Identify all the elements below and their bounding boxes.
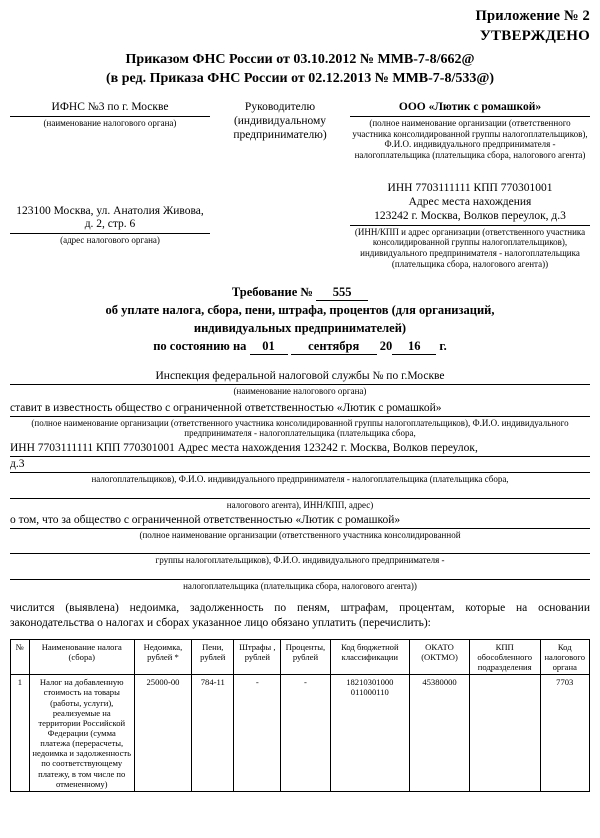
col-header-shtrafy: Штрафы , рублей bbox=[234, 639, 281, 674]
requirement-date-month: сентября bbox=[291, 339, 377, 355]
col-header-procenty: Проценты, рублей bbox=[281, 639, 330, 674]
col-header-peni: Пени, рублей bbox=[192, 639, 234, 674]
tax-authority-address-line-2: д. 2, стр. 6 bbox=[10, 218, 210, 234]
organization-address-label: Адрес места нахождения bbox=[408, 196, 532, 209]
cell-kpp bbox=[469, 675, 540, 792]
blank-line-1 bbox=[10, 485, 590, 499]
about-caption-2: (полное наименование организации (ответственного участника консолидированной bbox=[139, 530, 461, 540]
tax-authority-name-caption: (наименование налогового органа) bbox=[43, 117, 177, 128]
table-header-row bbox=[11, 639, 590, 674]
details-line-1: ИНН 7703111111 КПП 770301001 Адрес места нахождения 123242 г. Москва, Волков переулок, bbox=[10, 441, 590, 457]
inspection-line: Инспекция федеральной налоговой службы № по г.Москве bbox=[10, 369, 590, 385]
requirement-date-year-prefix: 20 bbox=[379, 338, 393, 353]
cell-peni: 784-11 bbox=[192, 675, 234, 792]
requirement-subtitle-line-2: индивидуальных предпринимателей) bbox=[193, 320, 407, 335]
order-line-2: (в ред. Приказа ФНС России от 02.12.2013 № ММВ-7-8/533@) bbox=[105, 71, 495, 87]
table-row bbox=[11, 675, 590, 792]
about-caption-4: налогоплательщика (плательщика сбора, налогового агента)) bbox=[183, 580, 417, 591]
organization-address-caption: (ИНН/КПП и адрес организации (ответственного участника консолидированной группы налогоплательщиков), индивидуального предпринимателя - налогоплательщика (плательщика сбора, налогового агента)) bbox=[354, 226, 586, 269]
notify-line: ставит в известность общество с ограниченной ответственностью «Лютик с ромашкой» bbox=[10, 401, 590, 417]
cell-no: 1 bbox=[11, 675, 30, 792]
col-header-kod-no: Код налогового органа bbox=[540, 639, 590, 674]
addressee-line-1: Руководителю bbox=[244, 101, 316, 114]
addressee-line-3: предпринимателю) bbox=[233, 128, 327, 141]
requirement-number: 555 bbox=[316, 285, 368, 301]
notify-caption: (полное наименование организации (ответственного участника консолидированной группы налогоплательщиков), Ф.И.О. индивидуального предпринимателя - налогоплательщика (плательщика сбора, bbox=[31, 417, 569, 438]
tax-authority-address-line-1: 123100 Москва, ул. Анатолия Живова, bbox=[16, 204, 204, 217]
details-caption-1: налогоплательщиков), Ф.И.О. индивидуального предпринимателя - налогоплательщика (плательщика сбора, bbox=[91, 474, 509, 485]
col-header-kbk: Код бюджетной классификации bbox=[330, 639, 410, 674]
requirement-date-day: 01 bbox=[250, 339, 288, 355]
cell-shtrafy: - bbox=[234, 675, 281, 792]
cell-name: Налог на добавленную стоимость на товары (работы, услуги), реализуемые на территории Российской Федерации (сумма платежа (перерасчеты, недоимка и задолженность по соответствующему платежу, в том числе по отмененному) bbox=[29, 675, 134, 792]
organization-inn-kpp: ИНН 7703111111 КПП 770301001 bbox=[387, 182, 553, 195]
requirement-date-prefix: по состоянию на bbox=[153, 338, 247, 353]
tax-authority-name: ИФНС №3 по г. Москве bbox=[10, 101, 210, 117]
cell-okato: 45380000 bbox=[410, 675, 470, 792]
parties-block bbox=[10, 101, 590, 269]
details-line-2: д.3 bbox=[10, 457, 590, 473]
requirement-title-prefix: Требование № bbox=[231, 285, 313, 300]
about-line: о том, что за общество с ограниченной ответственностью «Лютик с ромашкой» bbox=[10, 513, 590, 529]
col-header-okato: ОКАТО (ОКТМО) bbox=[410, 639, 470, 674]
statement-block bbox=[10, 369, 590, 591]
organization-address-value: 123242 г. Москва, Волков переулок, д.3 bbox=[350, 210, 590, 226]
tax-authority-address-caption: (адрес налогового органа) bbox=[60, 235, 160, 246]
cell-kod-no: 7703 bbox=[540, 675, 590, 792]
blank-line-3 bbox=[10, 566, 590, 580]
organization-name: ООО «Лютик с ромашкой» bbox=[350, 101, 590, 117]
col-header-name: Наименование налога (сбора) bbox=[29, 639, 134, 674]
cell-nedoimka: 25000-00 bbox=[134, 675, 191, 792]
col-header-nedoimka: Недоимка, рублей * bbox=[134, 639, 191, 674]
organization-column bbox=[350, 101, 590, 269]
addressee-line-2: (индивидуальному bbox=[233, 114, 327, 127]
requirement-title bbox=[10, 285, 590, 301]
details-caption-2: налогового агента), ИНН/КПП, адрес) bbox=[226, 499, 374, 510]
approved-title: УТВЕРЖДЕНО bbox=[479, 27, 590, 44]
blank-line-2 bbox=[10, 540, 590, 554]
about-caption-3: группы налогоплательщиков), Ф.И.О. индивидуального предпринимателя - bbox=[155, 555, 445, 566]
cell-procenty: - bbox=[281, 675, 330, 792]
requirement-date-year-suffix: г. bbox=[439, 338, 447, 353]
order-line-1: Приказом ФНС России от 03.10.2012 № ММВ-7-8/662@ bbox=[125, 51, 475, 67]
col-header-no: № bbox=[11, 639, 30, 674]
organization-name-caption: (полное наименование организации (ответственного участника консолидированной группы налогоплательщиков), Ф.И.О. индивидуального предпринимателя - налогоплательщика (плательщика сбора, налогового агента) bbox=[352, 117, 588, 160]
debt-table bbox=[10, 639, 590, 792]
addressee-column bbox=[210, 101, 350, 142]
tax-authority-column bbox=[10, 101, 210, 246]
requirement-subtitle-line-1: об уплате налога, сбора, пени, штрафа, процентов (для организаций, bbox=[105, 303, 495, 318]
requirement-date-year: 16 bbox=[392, 339, 436, 355]
obligation-text: числится (выявлена) недоимка, задолженность по пеням, штрафам, процентам, которые на основании законодательства о налогах и сборах указанное лицо обязано уплатить (перечислить): bbox=[10, 602, 590, 629]
cell-kbk: 18210301000 011000110 bbox=[330, 675, 410, 792]
col-header-kpp: КПП обособленного подразделения bbox=[469, 639, 540, 674]
requirement-date-row bbox=[10, 339, 590, 355]
inspection-caption: (наименование налогового органа) bbox=[233, 386, 367, 397]
appendix-title: Приложение № 2 bbox=[475, 8, 590, 24]
